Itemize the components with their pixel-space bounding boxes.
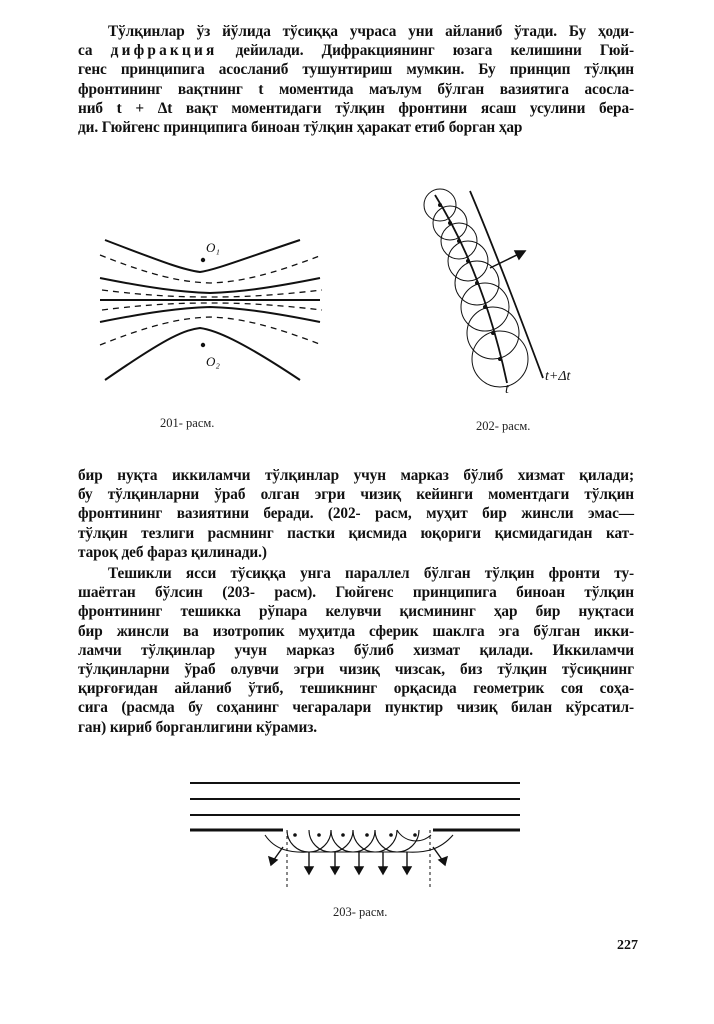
front-t: [435, 195, 507, 383]
text-line: бир нуқта иккиламчи тўлқинлар учун марказ бўлиб хизмат қилади;: [78, 467, 634, 484]
text-line: ган) кириб борганлигини кўрамиз.: [78, 718, 317, 736]
figure-201: [90, 200, 330, 405]
solid-curve: [100, 278, 320, 293]
text-line: тўлқинларни ўраб олувчи эгри чизиқ чизсак, биз тўлқин тўсиқнинг: [78, 661, 634, 679]
text-line: сига (расмда бу соҳанинг чегаралари пунктир чизиқ билан кўрсатил-: [78, 699, 634, 717]
paragraph-middle: [78, 466, 634, 562]
spaced-term: дифракция: [110, 42, 218, 60]
text-fragment: дейилади. Дифракциянинг юзага келишини Гюй-: [235, 42, 634, 60]
label-t: t: [505, 382, 509, 397]
text-line: фронтининг вақтнинг t моментида маълум бўлган вазиятига асосла-: [78, 80, 634, 98]
text-line: шаётган бўлсин (203- расм). Гюйгенс принципига биноан тўлқин: [78, 584, 634, 602]
text-line: [78, 41, 634, 60]
figure-202: [395, 183, 615, 398]
text-line: бир жинсли ва изотропик муҳитда сферик шаклга эга бўлган икки-: [78, 622, 634, 640]
text-line: тароқ деб фараз қилинади.): [78, 543, 267, 561]
caption-203: 203- расм.: [333, 905, 388, 919]
figure-203: [185, 775, 525, 895]
text-line: генс принципига асосланиб тушунтириш мумкин. Бу принцип тўлқин: [78, 61, 634, 79]
focus-point: [201, 343, 205, 347]
text-line: ламчи тўлқинлар учун марказ бўлиб хизмат қилади. Иккиламчи: [78, 641, 634, 659]
label-o2: O₂: [206, 354, 220, 369]
label-o1: O₁: [206, 240, 220, 255]
text-line: бу тўлқинларни ўраб олган эгри чизиқ кейинги моментдаги тўлқин: [78, 486, 634, 504]
text-fragment: са: [78, 42, 93, 60]
front-t-dt: [470, 191, 543, 378]
text-line: Тешикли ясси тўсиққа унга параллел бўлган тўлқин фронти ту-: [108, 565, 634, 582]
page-number: 227: [617, 938, 638, 953]
focus-point: [201, 258, 205, 262]
paragraph-top: [78, 22, 634, 137]
text-line: ниб t + Δt вақт моментидаги тўлқин фронтини ясаш усулини бера-: [78, 99, 634, 117]
solid-curve: [100, 307, 320, 322]
paragraph-bottom: [78, 564, 634, 737]
label-t-dt: t+Δt: [545, 369, 571, 384]
solid-curve: [105, 328, 300, 380]
text-line: қирғоғидан айланиб ўтиб, тешикнинг орқасида геометрик соя соҳа-: [78, 680, 634, 698]
text-line: фронтининг вазиятини беради. (202- расм, муҳит бир жинсли эмас—: [78, 505, 634, 523]
text-line: Тўлқинлар ўз йўлида тўсиққа учраса уни айланиб ўтади. Бу ҳоди-: [108, 23, 634, 40]
caption-201: 201- расм.: [160, 416, 215, 430]
caption-202: 202- расм.: [476, 419, 531, 433]
text-line: ди. Гюйгенс принципига биноан тўлқин ҳаракат етиб борган ҳар: [78, 119, 523, 137]
text-line: фронтининг тешикка рўпара келувчи қисмининг ҳар бир нуқтаси: [78, 603, 634, 621]
text-line: тўлқин тезлиги расмнинг пастки қисмида юқориги қисмидагидан кат-: [78, 524, 634, 542]
